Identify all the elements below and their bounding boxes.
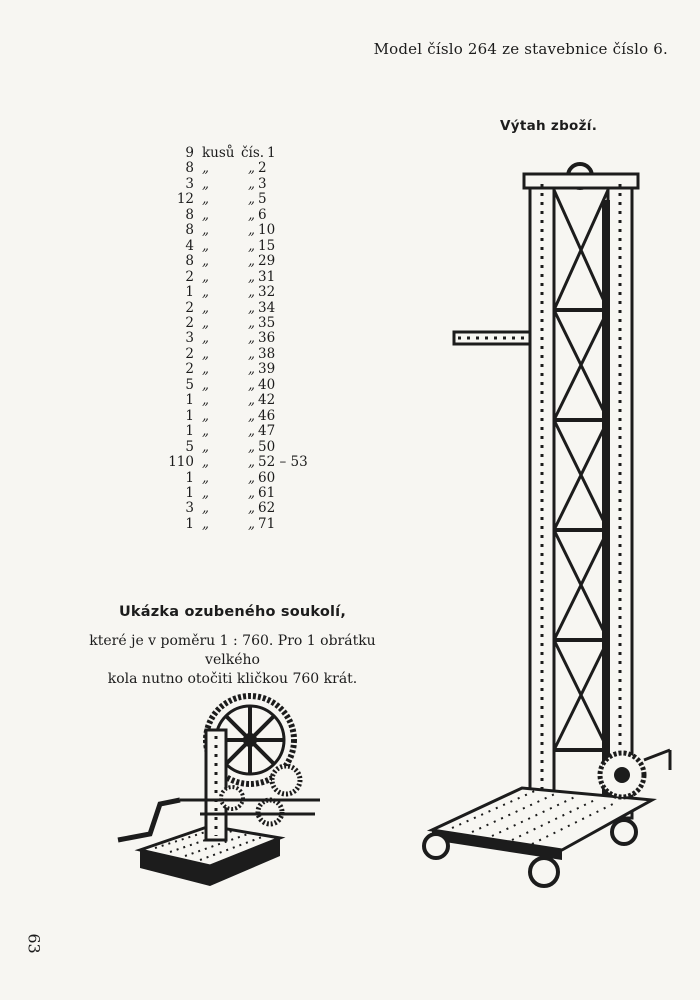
part-unit-ditto: „ <box>202 330 209 347</box>
part-quantity: 8 <box>185 160 194 177</box>
page-number: 63 <box>24 933 44 954</box>
part-number-ditto: „ <box>248 345 255 362</box>
part-number: 5 <box>258 191 267 208</box>
model-title: Výtah zboží. <box>500 118 598 134</box>
parts-list-row <box>168 347 308 362</box>
part-number-ditto: „ <box>248 206 255 223</box>
parts-list-row <box>168 208 308 223</box>
part-number: 60 <box>258 469 276 486</box>
part-number: 36 <box>258 330 276 347</box>
part-number: 40 <box>258 376 276 393</box>
winch-crank <box>644 750 670 770</box>
part-number: 15 <box>258 237 276 254</box>
part-number-ditto: „ <box>248 407 255 424</box>
part-number: 61 <box>258 484 276 501</box>
part-unit-ditto: „ <box>202 253 209 270</box>
part-quantity: 3 <box>185 330 194 347</box>
winch-gear-small <box>614 767 630 783</box>
parts-list-row <box>168 161 308 176</box>
parts-list-row <box>168 239 308 254</box>
parts-list-row <box>168 501 308 516</box>
part-unit-ditto: „ <box>202 237 209 254</box>
gear-description-line-1: které je v poměru 1 : 760. Pro 1 obrátku velkého <box>89 633 376 668</box>
part-unit-ditto: „ <box>202 392 209 409</box>
large-gear-hub <box>243 733 257 747</box>
part-number: 62 <box>258 500 276 517</box>
base-wheel-rear <box>612 820 636 844</box>
part-quantity: 12 <box>176 191 194 208</box>
part-number: 2 <box>258 160 267 177</box>
part-unit-ditto: „ <box>202 299 209 316</box>
part-unit-ditto: „ <box>202 484 209 501</box>
part-number: 32 <box>258 284 276 301</box>
part-number-label: čís. <box>241 145 265 161</box>
part-unit-ditto: „ <box>202 407 209 424</box>
part-number: 42 <box>258 392 276 409</box>
gear-train-illustration <box>110 690 340 890</box>
part-unit-ditto: „ <box>202 454 209 471</box>
part-number-ditto: „ <box>248 500 255 517</box>
part-quantity: 1 <box>185 392 194 409</box>
part-unit-ditto: „ <box>202 191 209 208</box>
part-unit-ditto: „ <box>202 361 209 378</box>
part-number: 31 <box>258 268 276 285</box>
part-number-ditto: „ <box>248 515 255 532</box>
part-number: 34 <box>258 299 276 316</box>
part-unit-ditto: „ <box>202 284 209 301</box>
part-unit-ditto: „ <box>202 469 209 486</box>
part-unit-ditto: „ <box>202 206 209 223</box>
goods-elevator-illustration <box>412 160 682 920</box>
part-number-ditto: „ <box>248 175 255 192</box>
part-quantity: 5 <box>185 376 194 393</box>
part-number-ditto: „ <box>248 423 255 440</box>
part-unit-ditto: „ <box>202 314 209 331</box>
parts-list-row <box>168 223 308 238</box>
side-arm <box>454 332 530 344</box>
part-number-ditto: „ <box>248 330 255 347</box>
part-quantity: 1 <box>185 407 194 424</box>
part-quantity: 1 <box>185 484 194 501</box>
parts-list <box>168 146 308 532</box>
part-quantity: 1 <box>185 469 194 486</box>
part-number-ditto: „ <box>248 454 255 471</box>
parts-list-row <box>168 409 308 424</box>
part-number: 3 <box>258 175 267 192</box>
part-quantity: 2 <box>185 299 194 316</box>
parts-list-row <box>168 270 308 285</box>
part-quantity: 2 <box>185 361 194 378</box>
part-number-ditto: „ <box>248 314 255 331</box>
part-number-ditto: „ <box>248 222 255 239</box>
part-unit-ditto: „ <box>202 438 209 455</box>
small-gear-3 <box>221 787 243 809</box>
part-unit-ditto: „ <box>202 175 209 192</box>
part-number: 1 <box>267 145 276 161</box>
part-unit-ditto: „ <box>202 345 209 362</box>
part-quantity: 4 <box>185 237 194 254</box>
part-number: 10 <box>258 222 276 239</box>
part-unit-ditto: „ <box>202 268 209 285</box>
part-number-ditto: „ <box>248 484 255 501</box>
part-unit-ditto: „ <box>202 376 209 393</box>
gear-section-description <box>60 632 405 689</box>
part-number-ditto: „ <box>248 237 255 254</box>
part-quantity: 8 <box>185 222 194 239</box>
parts-list-row <box>168 424 308 439</box>
part-number-ditto: „ <box>248 376 255 393</box>
tower-shaft <box>602 200 610 810</box>
gear-axles <box>180 800 320 814</box>
parts-list-row <box>168 471 308 486</box>
part-unit-ditto: „ <box>202 515 209 532</box>
small-gear-2 <box>258 800 282 824</box>
part-number: 35 <box>258 314 276 331</box>
small-gear-1 <box>272 766 300 794</box>
part-number: 47 <box>258 423 276 440</box>
parts-list-row <box>168 362 308 377</box>
part-number: 6 <box>258 206 267 223</box>
parts-list-row <box>168 517 308 532</box>
part-quantity: 3 <box>185 175 194 192</box>
part-number-ditto: „ <box>248 299 255 316</box>
gear-crank-handle <box>118 800 180 840</box>
part-quantity: 110 <box>168 454 194 471</box>
part-quantity: 9 <box>185 145 194 161</box>
parts-list-row <box>168 285 308 300</box>
parts-list-row <box>168 177 308 192</box>
parts-list-row <box>168 192 308 207</box>
elevator-tower <box>424 164 670 886</box>
part-number: 46 <box>258 407 276 424</box>
parts-list-row <box>168 316 308 331</box>
part-number: 50 <box>258 438 276 455</box>
tower-horizontal-ties <box>554 310 608 750</box>
tower-cross-bracing <box>554 190 608 750</box>
part-quantity: 2 <box>185 314 194 331</box>
part-number: 71 <box>258 515 276 532</box>
part-unit-label: kusů <box>202 145 235 161</box>
base-wheel-front-right <box>530 858 558 886</box>
part-number-ditto: „ <box>248 361 255 378</box>
parts-list-row <box>168 393 308 408</box>
part-number-ditto: „ <box>248 268 255 285</box>
parts-list-row <box>168 146 308 161</box>
page-header: Model číslo 264 ze stavebnice číslo 6. <box>373 40 668 58</box>
part-quantity: 1 <box>185 515 194 532</box>
parts-list-row <box>168 455 308 470</box>
part-number-ditto: „ <box>248 392 255 409</box>
parts-list-row <box>168 486 308 501</box>
parts-list-row <box>168 301 308 316</box>
parts-list-row <box>168 378 308 393</box>
part-unit-ditto: „ <box>202 160 209 177</box>
part-unit-ditto: „ <box>202 500 209 517</box>
part-quantity: 3 <box>185 500 194 517</box>
part-number-ditto: „ <box>248 191 255 208</box>
part-quantity: 8 <box>185 253 194 270</box>
part-quantity: 2 <box>185 345 194 362</box>
parts-list-row <box>168 440 308 455</box>
base-wheel-front-left <box>424 834 448 858</box>
gear-section <box>60 604 405 689</box>
part-number: 29 <box>258 253 276 270</box>
part-number: 52 – 53 <box>258 454 308 471</box>
part-number: 38 <box>258 345 276 362</box>
part-quantity: 1 <box>185 284 194 301</box>
part-unit-ditto: „ <box>202 423 209 440</box>
part-number-ditto: „ <box>248 469 255 486</box>
part-number-ditto: „ <box>248 160 255 177</box>
part-number-ditto: „ <box>248 284 255 301</box>
part-number-ditto: „ <box>248 253 255 270</box>
part-number: 39 <box>258 361 276 378</box>
part-quantity: 8 <box>185 206 194 223</box>
gear-section-title: Ukázka ozubeného soukolí, <box>118 604 347 620</box>
part-quantity: 5 <box>185 438 194 455</box>
parts-list-row <box>168 254 308 269</box>
parts-list-row <box>168 331 308 346</box>
gear-description-line-2: kola nutno otočiti kličkou 760 krát. <box>107 671 358 687</box>
part-number-ditto: „ <box>248 438 255 455</box>
part-quantity: 2 <box>185 268 194 285</box>
part-unit-ditto: „ <box>202 222 209 239</box>
part-quantity: 1 <box>185 423 194 440</box>
